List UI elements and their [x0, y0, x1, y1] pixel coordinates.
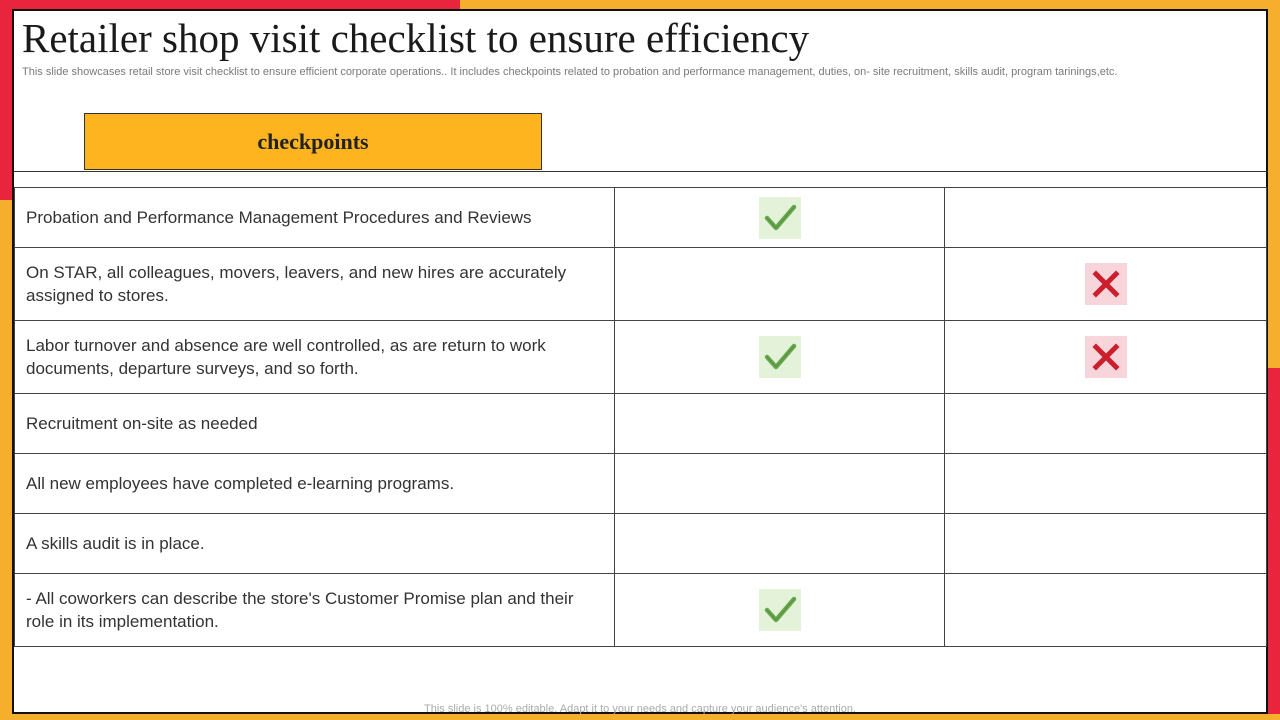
table-row: [15, 574, 1267, 647]
table-row: [15, 248, 1267, 321]
checkpoints-header-label: checkpoints: [257, 128, 369, 154]
status-cell-2: [945, 188, 1267, 248]
table-row: [15, 514, 1267, 574]
cross-icon: [1085, 263, 1127, 305]
status-cell-2: [945, 248, 1267, 321]
table-row: [15, 454, 1267, 514]
status-cell-1: [615, 514, 945, 574]
checkpoint-text: On STAR, all colleagues, movers, leavers, and new hires are accurately assigned to stores.: [15, 248, 615, 321]
status-cell-1: [615, 188, 945, 248]
checkpoint-text: Recruitment on-site as needed: [15, 394, 615, 454]
checkpoint-text: All new employees have completed e-learning programs.: [15, 454, 615, 514]
status-cell-1: [615, 321, 945, 394]
status-cell-1: [615, 454, 945, 514]
status-cell-1: [615, 248, 945, 321]
checkpoint-text: A skills audit is in place.: [15, 514, 615, 574]
status-cell-2: [945, 321, 1267, 394]
frame-accent-red-right: [1268, 368, 1280, 720]
check-icon: [759, 336, 801, 378]
check-icon: [759, 197, 801, 239]
checklist-table: [14, 187, 1267, 647]
checkpoint-text: Labor turnover and absence are well controlled, as are return to work documents, departure surveys, and so forth.: [15, 321, 615, 394]
status-cell-2: [945, 514, 1267, 574]
check-icon: [759, 589, 801, 631]
table-row: [15, 321, 1267, 394]
frame-accent-orange-right: [1268, 0, 1280, 368]
frame-accent-red-left: [0, 0, 12, 200]
footer-note: This slide is 100% editable. Adapt it to your needs and capture your audience's attention.: [424, 703, 856, 715]
slide-title: Retailer shop visit checklist to ensure efficiency: [22, 15, 810, 61]
header-divider: [14, 171, 1268, 172]
status-cell-2: [945, 574, 1267, 647]
table-row: [15, 394, 1267, 454]
status-cell-2: [945, 454, 1267, 514]
table-row: [15, 188, 1267, 248]
checkpoint-text: - All coworkers can describe the store's Customer Promise plan and their role in its implementation.: [15, 574, 615, 647]
cross-icon: [1085, 336, 1127, 378]
frame-accent-red-top: [0, 0, 460, 9]
status-cell-1: [615, 574, 945, 647]
checkpoint-text: Probation and Performance Management Procedures and Reviews: [15, 188, 615, 248]
slide-subtitle: This slide showcases retail store visit checklist to ensure efficient corporate operations.. It includes checkpoints related to probation and performance management, duties, on- site recruitment, skills audit, program tarinings,etc.: [22, 66, 1118, 78]
status-cell-2: [945, 394, 1267, 454]
frame-accent-orange-left: [0, 200, 12, 720]
frame-accent-orange-top: [460, 0, 1280, 9]
checkpoints-header: [84, 113, 542, 170]
status-cell-1: [615, 394, 945, 454]
